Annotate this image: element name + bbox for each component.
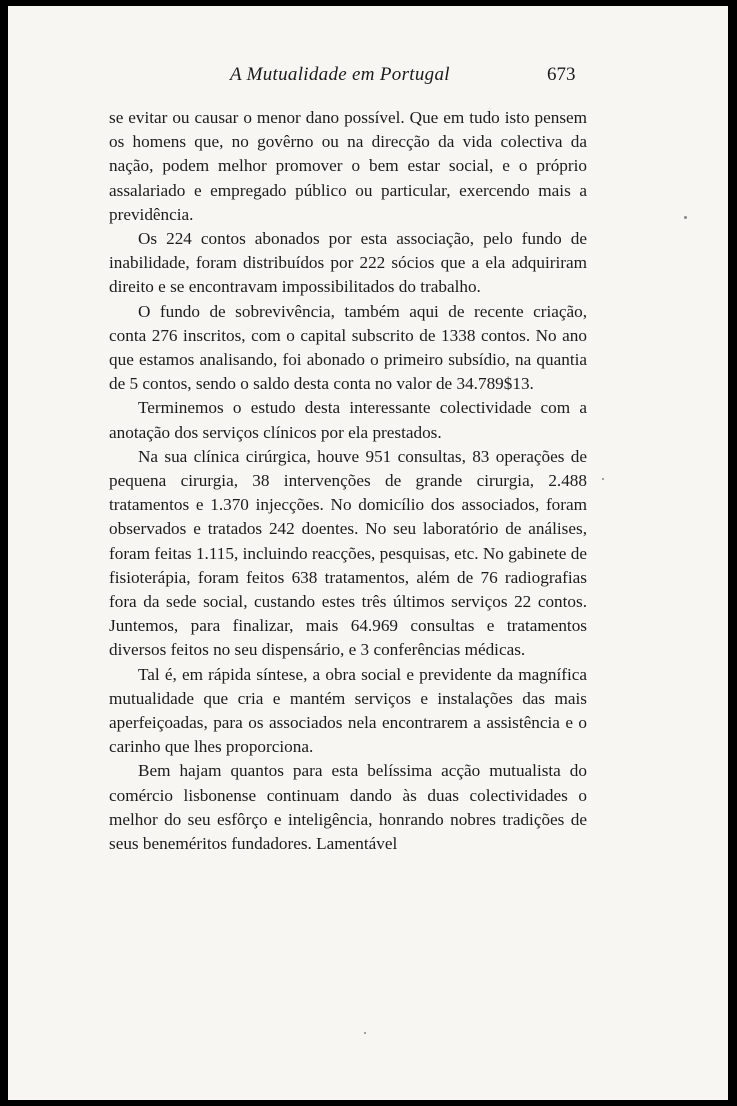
paragraph-conclusao: Bem hajam quantos para esta belíssima acção mutualista do comércio lisbonense continuam dando às duas colectividades o melhor do seu esfôrço e inteligência, honrando nobres tradições de seus beneméritos fundadores. Lamentável	[109, 761, 587, 854]
scanned-page	[8, 6, 728, 1100]
page-header	[8, 64, 728, 94]
paragraph-sintese: Tal é, em rápida síntese, a obra social e previdente da magnífica mutualidade que cria e mantém serviços e instalações das mais aperfeiçoadas, para os associados nela encontrarem a assistência e o carinho que lhes proporciona.	[109, 664, 587, 757]
paragraph-fundo-sobrevivencia: O fundo de sobrevivência, também aqui de recente criação, conta 276 inscritos, com o capital subscrito de 1338 contos. No ano que estamos analisando, foi abonado o primeiro subsídio, na quantia de 5 contos, sendo o saldo desta conta no valor de 34.789$13.	[109, 301, 587, 394]
scan-speck	[364, 1032, 366, 1034]
running-title: A Mutualidade em Portugal	[230, 64, 450, 85]
paragraph-clinica-cirurgica: Na sua clínica cirúrgica, houve 951 consultas, 83 operações de pequena cirurgia, 38 intervenções de grande cirurgia, 2.488 tratamentos e 1.370 injecções. No domicílio dos associados, foram observados e tratados 242 doentes. No seu laboratório de análises, foram feitas 1.115, incluindo reacções, pesquisas, etc. No gabinete de fisioterápia, foram feitos 638 tratamentos, além de 76 radiografias fora da sede social, custando estes três últimos serviços 22 contos. Juntemos, para finalizar, mais 64.969 consultas e tratamentos diversos feitos no seu dispensário, e 3 conferências médicas.	[109, 446, 587, 660]
scan-speck	[602, 478, 604, 480]
paragraph-continuation: se evitar ou causar o menor dano possível. Que em tudo isto pensem os homens que, no govêrno ou na direcção da vida colectiva da nação, podem melhor promover o bem estar social, e o próprio assalariado e empregado público ou particular, exercendo mais a previdência.	[109, 108, 587, 224]
body-text	[109, 106, 587, 856]
scan-speck	[684, 216, 687, 219]
page-number: 673	[547, 64, 576, 85]
paragraph-fundo-inabilidade: Os 224 contos abonados por esta associação, pelo fundo de inabilidade, foram distribuídos por 222 sócios que a ela adquiriram direito e se encontravam impossibilitados do trabalho.	[109, 229, 587, 297]
paragraph-servicos-clinicos-intro: Terminemos o estudo desta interessante colectividade com a anotação dos serviços clínicos por ela prestados.	[109, 398, 587, 442]
